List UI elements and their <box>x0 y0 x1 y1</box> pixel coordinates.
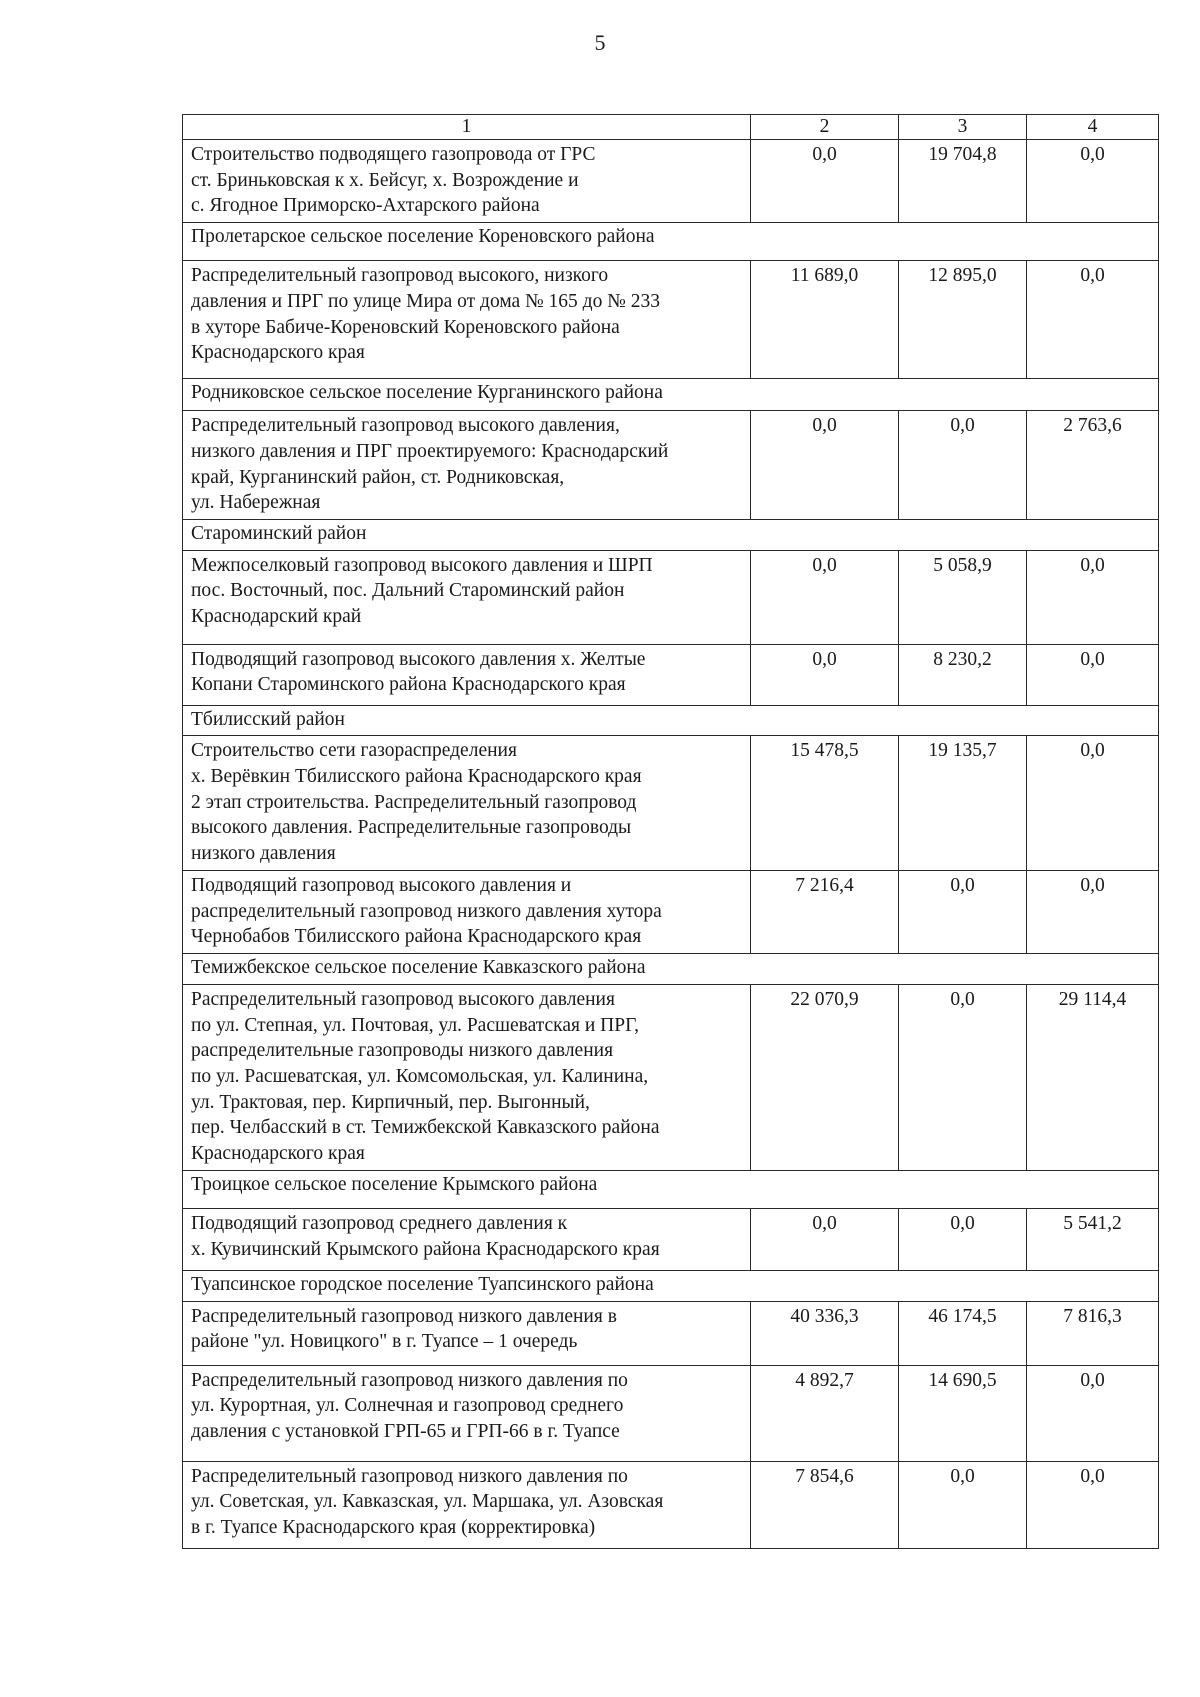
value-cell-col2: 0,0 <box>751 644 899 705</box>
value-cell-col3: 14 690,5 <box>899 1365 1027 1461</box>
object-name-cell: Распределительный газопровод низкого давления в районе "ул. Новицкого" в г. Туапсе – 1 очередь <box>183 1301 751 1365</box>
value-cell-col2: 22 070,9 <box>751 984 899 1170</box>
column-header: 3 <box>899 115 1027 140</box>
financing-table <box>182 114 1159 1549</box>
table-row <box>183 1461 1159 1548</box>
value-cell-col4: 29 114,4 <box>1027 984 1159 1170</box>
value-cell-col2: 0,0 <box>751 550 899 644</box>
value-cell-col4: 0,0 <box>1027 736 1159 871</box>
section-row <box>183 379 1159 411</box>
value-cell-col3: 0,0 <box>899 1208 1027 1270</box>
value-cell-col4: 5 541,2 <box>1027 1208 1159 1270</box>
value-cell-col4: 0,0 <box>1027 1461 1159 1548</box>
value-cell-col2: 0,0 <box>751 140 899 223</box>
value-cell-col2: 4 892,7 <box>751 1365 899 1461</box>
object-name-cell: Распределительный газопровод низкого давления по ул. Советская, ул. Кавказская, ул. Маршака, ул. Азовская в г. Туапсе Краснодарского края (корректировка) <box>183 1461 751 1548</box>
table-row <box>183 736 1159 871</box>
object-name-cell: Строительство сети газораспределения х. Верёвкин Тбилисского района Краснодарского края 2 этап строительства. Распределительный газопровод высокого давления. Распределительные газопроводы низкого давления <box>183 736 751 871</box>
column-header: 4 <box>1027 115 1159 140</box>
value-cell-col3: 8 230,2 <box>899 644 1027 705</box>
object-name-cell: Распределительный газопровод высокого давления, низкого давления и ПРГ проектируемого: Краснодарский край, Курганинский район, ст. Родниковская, ул. Набережная <box>183 411 751 520</box>
section-title: Темижбекское сельское поселение Кавказского района <box>183 953 1159 984</box>
object-name-cell: Распределительный газопровод высокого, низкого давления и ПРГ по улице Мира от дома № 165 до № 233 в хуторе Бабиче-Кореновский Кореновского района Краснодарского края <box>183 261 751 379</box>
value-cell-col2: 7 216,4 <box>751 870 899 953</box>
table-row <box>183 140 1159 223</box>
value-cell-col4: 7 816,3 <box>1027 1301 1159 1365</box>
table-row <box>183 644 1159 705</box>
value-cell-col3: 19 704,8 <box>899 140 1027 223</box>
section-title: Староминский район <box>183 519 1159 550</box>
section-title: Троицкое сельское поселение Крымского района <box>183 1170 1159 1208</box>
table-row <box>183 550 1159 644</box>
object-name-cell: Межпоселковый газопровод высокого давления и ШРП пос. Восточный, пос. Дальний Староминский район Краснодарский край <box>183 550 751 644</box>
value-cell-col2: 40 336,3 <box>751 1301 899 1365</box>
table-row <box>183 1208 1159 1270</box>
value-cell-col3: 0,0 <box>899 984 1027 1170</box>
value-cell-col2: 7 854,6 <box>751 1461 899 1548</box>
table-row <box>183 1365 1159 1461</box>
table-header-row <box>183 115 1159 140</box>
value-cell-col3: 5 058,9 <box>899 550 1027 644</box>
value-cell-col3: 0,0 <box>899 1461 1027 1548</box>
object-name-cell: Подводящий газопровод высокого давления и распределительный газопровод низкого давления хутора Чернобабов Тбилисского района Краснодарского края <box>183 870 751 953</box>
section-title: Родниковское сельское поселение Курганинского района <box>183 379 1159 411</box>
section-title: Тбилисский район <box>183 705 1159 736</box>
value-cell-col2: 0,0 <box>751 1208 899 1270</box>
value-cell-col3: 0,0 <box>899 411 1027 520</box>
value-cell-col4: 0,0 <box>1027 140 1159 223</box>
section-row <box>183 223 1159 261</box>
value-cell-col2: 0,0 <box>751 411 899 520</box>
section-row <box>183 953 1159 984</box>
value-cell-col4: 0,0 <box>1027 550 1159 644</box>
section-row <box>183 705 1159 736</box>
table-body <box>183 140 1159 1549</box>
table-row <box>183 411 1159 520</box>
value-cell-col3: 46 174,5 <box>899 1301 1027 1365</box>
object-name-cell: Подводящий газопровод высокого давления х. Желтые Копани Староминского района Краснодарского края <box>183 644 751 705</box>
section-row <box>183 1270 1159 1301</box>
table-row <box>183 984 1159 1170</box>
value-cell-col2: 15 478,5 <box>751 736 899 871</box>
value-cell-col4: 0,0 <box>1027 1365 1159 1461</box>
value-cell-col4: 0,0 <box>1027 870 1159 953</box>
table-row <box>183 261 1159 379</box>
object-name-cell: Подводящий газопровод среднего давления к х. Кувичинский Крымского района Краснодарского края <box>183 1208 751 1270</box>
section-title: Туапсинское городское поселение Туапсинского района <box>183 1270 1159 1301</box>
page-number: 5 <box>594 30 606 55</box>
table-row <box>183 870 1159 953</box>
column-header: 1 <box>183 115 751 140</box>
value-cell-col3: 19 135,7 <box>899 736 1027 871</box>
table-row <box>183 1301 1159 1365</box>
object-name-cell: Строительство подводящего газопровода от ГРС ст. Бриньковская к х. Бейсуг, х. Возрождение и с. Ягодное Приморско-Ахтарского района <box>183 140 751 223</box>
value-cell-col3: 12 895,0 <box>899 261 1027 379</box>
value-cell-col3: 0,0 <box>899 870 1027 953</box>
value-cell-col4: 0,0 <box>1027 644 1159 705</box>
value-cell-col4: 2 763,6 <box>1027 411 1159 520</box>
section-title: Пролетарское сельское поселение Кореновского района <box>183 223 1159 261</box>
column-header: 2 <box>751 115 899 140</box>
value-cell-col2: 11 689,0 <box>751 261 899 379</box>
object-name-cell: Распределительный газопровод низкого давления по ул. Курортная, ул. Солнечная и газопровод среднего давления с установкой ГРП-65 и ГРП-66 в г. Туапсе <box>183 1365 751 1461</box>
value-cell-col4: 0,0 <box>1027 261 1159 379</box>
object-name-cell: Распределительный газопровод высокого давления по ул. Степная, ул. Почтовая, ул. Расшеватская и ПРГ, распределительные газопроводы низкого давления по ул. Расшеватская, ул. Комсомольская, ул. Калинина, ул. Трактовая, пер. Кирпичный, пер. Выгонный, пер. Челбасский в ст. Темижбекской Кавказского района Краснодарского края <box>183 984 751 1170</box>
section-row <box>183 1170 1159 1208</box>
section-row <box>183 519 1159 550</box>
